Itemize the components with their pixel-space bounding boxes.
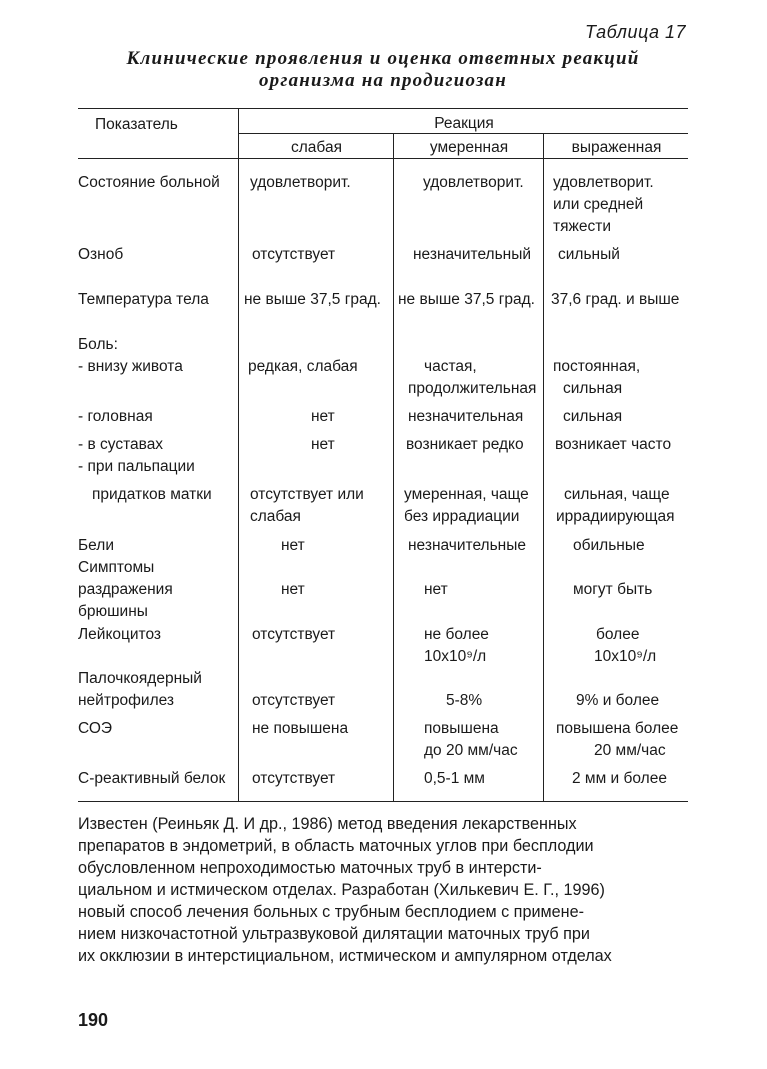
column-divider-2	[393, 133, 394, 801]
cell-weak: удовлетворит.	[250, 174, 351, 191]
cell-strong: 20 мм/час	[594, 742, 666, 759]
cell-strong: 10x10⁹/л	[594, 648, 657, 665]
table-title-line-2: организма на продигиозан	[258, 70, 508, 91]
cell-strong: 37,6 град. и выше	[551, 291, 680, 308]
row-label: Симптомы	[78, 559, 155, 576]
cell-weak: не повышена	[252, 720, 349, 737]
cell-strong: сильная	[563, 380, 623, 397]
cell-strong: или средней	[553, 196, 644, 213]
header-indicator: Показатель	[95, 116, 178, 133]
cell-moderate: незначительная	[408, 408, 524, 425]
header-moderate: умеренная	[429, 139, 509, 156]
row-label: нейтрофилез	[78, 692, 175, 709]
cell-strong: удовлетворит.	[553, 174, 654, 191]
cell-moderate: 0,5-1 мм	[424, 770, 485, 787]
paragraph-line: циальном и истмическом отделах. Разработан (Хилькевич Е. Г., 1996)	[78, 881, 605, 899]
table-top-rule	[78, 108, 688, 109]
cell-strong: иррадиирующая	[556, 508, 675, 525]
cell-moderate: частая,	[424, 358, 477, 375]
cell-moderate: незначительный	[413, 246, 532, 263]
paragraph-line: нием низкочастотной ультразвуковой дилятации маточных труб при	[78, 925, 590, 943]
row-label: Боль:	[78, 336, 118, 353]
cell-moderate: продолжительная	[408, 380, 537, 397]
cell-moderate: без иррадиации	[404, 508, 520, 525]
row-label: С-реактивный белок	[78, 770, 226, 787]
cell-strong: сильная	[563, 408, 623, 425]
row-label: - в суставах	[78, 436, 164, 453]
cell-moderate: нет	[424, 581, 448, 598]
row-label: раздражения	[78, 581, 173, 598]
cell-weak: нет	[281, 581, 305, 598]
cell-weak: нет	[311, 408, 335, 425]
cell-weak: нет	[281, 537, 305, 554]
cell-weak: отсутствует	[252, 692, 336, 709]
header-reaction: Реакция	[434, 115, 494, 132]
paragraph-line: препаратов в эндометрий, в область маточных углов при бесплодии	[78, 837, 594, 855]
cell-strong: тяжести	[553, 218, 611, 235]
paragraph-line: их окклюзии в интерстициальном, истмическом и ампулярном отделах	[78, 947, 612, 965]
table-title-line-1: Клинические проявления и оценка ответных реакций	[126, 48, 640, 69]
cell-moderate: до 20 мм/час	[424, 742, 518, 759]
cell-moderate: не выше 37,5 град.	[398, 291, 535, 308]
paragraph-line: новый способ лечения больных с трубным бесплодием с примене-	[78, 903, 584, 921]
cell-strong: повышена более	[556, 720, 679, 737]
cell-strong: сильный	[558, 246, 620, 263]
cell-strong: постоянная,	[553, 358, 641, 375]
cell-moderate: не более	[424, 626, 489, 643]
row-label: придатков матки	[92, 486, 212, 503]
cell-moderate: повышена	[424, 720, 499, 737]
cell-moderate: незначительные	[408, 537, 526, 554]
row-label: Температура тела	[78, 291, 209, 308]
cell-strong: 2 мм и более	[572, 770, 667, 787]
row-label: - внизу живота	[78, 358, 183, 375]
cell-weak: отсутствует	[252, 770, 336, 787]
cell-weak: редкая, слабая	[248, 358, 358, 375]
header-weak: слабая	[291, 139, 342, 156]
cell-moderate: возникает редко	[406, 436, 524, 453]
cell-weak: нет	[311, 436, 335, 453]
cell-weak: отсутствует или	[250, 486, 364, 503]
page-number: 190	[78, 1010, 109, 1030]
row-label: Лейкоцитоз	[78, 626, 162, 643]
column-divider-3	[543, 133, 544, 801]
row-label: - при пальпации	[78, 458, 195, 475]
row-label: Бели	[78, 537, 114, 554]
table-number: Таблица 17	[584, 22, 686, 42]
paragraph-line: Известен (Реиньяк Д. И др., 1986) метод введения лекарственных	[78, 815, 577, 833]
cell-weak: отсутствует	[252, 626, 336, 643]
cell-moderate: умеренная, чаще	[404, 486, 529, 503]
cell-weak: отсутствует	[252, 246, 336, 263]
cell-weak: слабая	[250, 508, 301, 525]
paragraph-line: обусловленном непроходимостью маточных труб в интерсти-	[78, 859, 542, 877]
row-label: брюшины	[78, 603, 148, 620]
row-label: Палочкоядерный	[78, 670, 202, 687]
column-divider-1	[238, 108, 239, 801]
row-label: Состояние больной	[78, 174, 220, 191]
cell-strong: более	[596, 626, 640, 643]
cell-strong: сильная, чаще	[564, 486, 670, 503]
cell-weak: не выше 37,5 град.	[244, 291, 381, 308]
cell-moderate: удовлетворит.	[423, 174, 524, 191]
table-bottom-rule	[78, 801, 688, 802]
cell-moderate: 10x10⁹/л	[424, 648, 487, 665]
cell-strong: обильные	[573, 537, 645, 554]
row-label: - головная	[78, 408, 153, 425]
cell-strong: возникает часто	[555, 436, 672, 453]
row-label: Озноб	[78, 246, 124, 263]
cell-strong: могут быть	[573, 581, 653, 598]
header-strong: выраженная	[571, 139, 662, 156]
cell-strong: 9% и более	[576, 692, 660, 709]
row-label: СОЭ	[78, 720, 113, 737]
cell-moderate: 5-8%	[446, 692, 483, 709]
